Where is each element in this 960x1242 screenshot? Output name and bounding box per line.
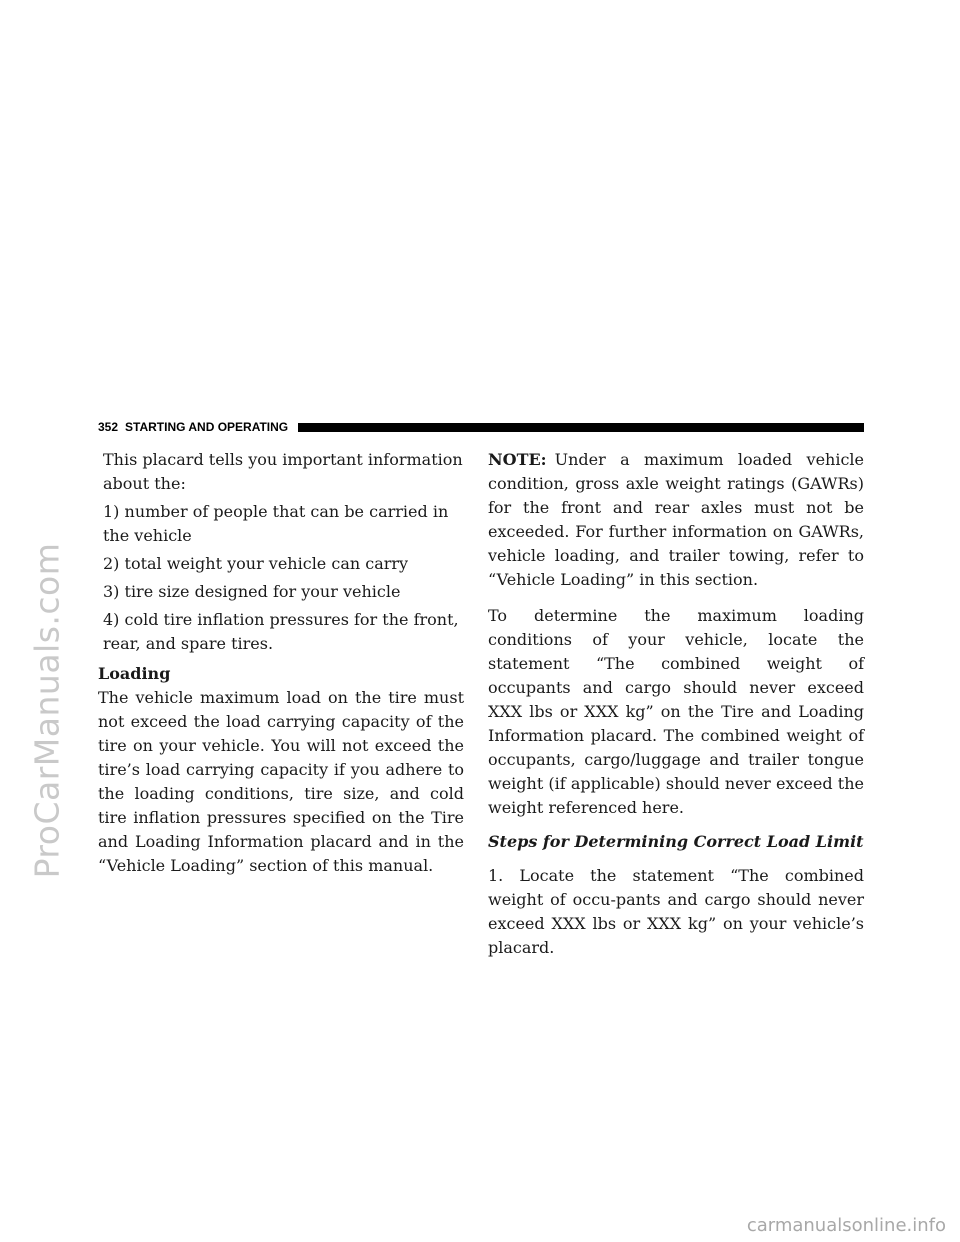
left-column (98, 448, 464, 878)
note-paragraph (488, 448, 864, 592)
note-label: NOTE: (488, 450, 547, 469)
list-item: 4) cold tire inflation pressures for the front, rear, and spare tires. (103, 610, 459, 653)
steps-heading: Steps for Determining Correct Load Limit (488, 832, 864, 851)
section-title: STARTING AND OPERATING (125, 420, 289, 434)
side-watermark (2, 420, 92, 1000)
note-text: Under a maximum loaded vehicle condition, gross axle weight ratings (GAWRs) for the front and rear axles must not be exceeded. For further information on GAWRs, vehicle loading, and trailer towing, refer to “Vehicle Loading” in this section. (488, 450, 864, 589)
page-header (98, 418, 864, 436)
list-item: 1) number of people that can be carried in the vehicle (103, 502, 449, 545)
determine-paragraph: To determine the maximum loading conditions of your vehicle, locate the statement “The combined weight of occupants and cargo should never exceed XXX lbs or XXX kg” on the Tire and Loading Information placard. The combined weight of occupants, cargo/luggage and trailer tongue weight (if applicable) should never exceed the weight referenced here. (488, 606, 864, 817)
right-column (488, 448, 864, 960)
side-watermark-text: ProCarManuals.com (27, 542, 67, 878)
step-1-paragraph: 1. Locate the statement “The combined weight of occu-pants and cargo should never exceed XXX lbs or XXX kg” on your vehicle’s placard. (488, 866, 864, 957)
loading-paragraph: The vehicle maximum load on the tire must not exceed the load carrying capacity of the tire on your vehicle. You will not exceed the tire’s load carrying capacity if you adhere to the loading conditions, tire size, and cold tire inflation pressures specified on the Tire and Loading Information placard and in the “Vehicle Loading” section of this manual. (98, 688, 464, 875)
placard-intro: This placard tells you important information about the: (103, 450, 463, 493)
loading-heading: Loading (98, 664, 171, 683)
list-item: 3) tire size designed for your vehicle (103, 582, 401, 601)
bottom-watermark: carmanualsonline.info (746, 1215, 946, 1236)
list-item: 2) total weight your vehicle can carry (103, 554, 409, 573)
page-number: 352 (98, 420, 119, 434)
placard-info-block (98, 448, 464, 656)
header-rule (298, 423, 864, 432)
